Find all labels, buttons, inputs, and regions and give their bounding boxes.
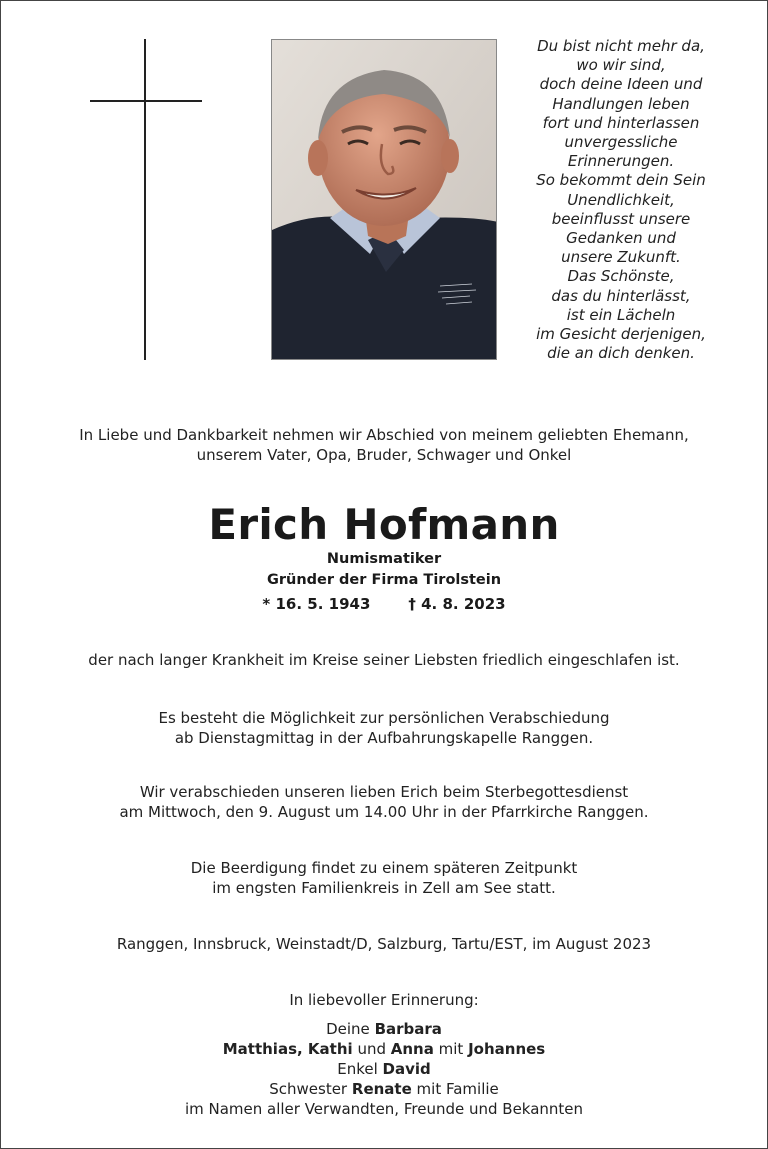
family-line-grandchild — [1, 1059, 767, 1079]
poem-line: Gedanken und — [566, 229, 676, 248]
memorial-poem — [511, 37, 731, 363]
intro-text — [1, 425, 767, 465]
life-dates — [1, 593, 767, 615]
birth-date: * 16. 5. 1943 — [262, 595, 371, 613]
poem-line: So bekommt dein Sein — [536, 171, 706, 190]
poem-line: im Gesicht derjenigen, — [536, 325, 706, 344]
burial-line: im engsten Familienkreis in Zell am See statt. — [212, 879, 556, 897]
family-list — [1, 1019, 767, 1119]
poem-line: Unendlichkeit, — [567, 190, 675, 209]
poem-line: das du hinterlässt, — [551, 286, 691, 305]
portrait-photo-image — [272, 40, 497, 360]
family-connector: und — [357, 1040, 386, 1058]
death-date: † 4. 8. 2023 — [408, 595, 506, 613]
family-name: Anna — [390, 1040, 434, 1058]
family-connector: mit — [438, 1040, 464, 1058]
farewell-line: Es besteht die Möglichkeit zur persönlichen Verabschiedung — [158, 709, 610, 727]
service-line: Wir verabschieden unseren lieben Erich beim Sterbegottesdienst — [139, 783, 629, 801]
family-name: Johannes — [468, 1040, 546, 1058]
family-name: Barbara — [374, 1020, 442, 1038]
remembrance-heading: In liebevoller Erinnerung: — [289, 991, 479, 1009]
deceased-profession: Numismatiker — [326, 551, 442, 567]
poem-line: ist ein Lächeln — [566, 305, 676, 324]
family-line-wife — [1, 1019, 767, 1039]
poem-line: unvergessliche — [564, 133, 678, 152]
family-suffix: mit Familie — [416, 1080, 499, 1098]
poem-line: unsere Zukunft. — [561, 248, 681, 267]
poem-line: Erinnerungen. — [567, 152, 675, 171]
family-line-closing: im Namen aller Verwandten, Freunde und Bekannten — [184, 1100, 584, 1118]
family-name: David — [382, 1060, 431, 1078]
family-name: Renate — [351, 1080, 412, 1098]
deceased-name: Erich Hofmann — [208, 500, 560, 549]
family-line-sister — [1, 1079, 767, 1099]
family-line-children — [1, 1039, 767, 1059]
places-date: Ranggen, Innsbruck, Weinstadt/D, Salzburg, Tartu/EST, im August 2023 — [116, 935, 652, 953]
cross-icon — [144, 39, 146, 360]
service-text — [1, 782, 767, 822]
poem-line: die an dich denken. — [547, 344, 695, 363]
poem-line: Handlungen leben — [552, 94, 690, 113]
family-prefix: Deine — [326, 1020, 370, 1038]
passing-text: der nach langer Krankheit im Kreise seiner Liebsten friedlich eingeschlafen ist. — [88, 651, 680, 669]
cross-icon-bar — [90, 100, 202, 102]
poem-line: beeinflusst unsere — [551, 209, 691, 228]
deceased-company: Gründer der Firma Tirolstein — [266, 572, 502, 588]
intro-line: In Liebe und Dankbarkeit nehmen wir Abschied von meinem geliebten Ehemann, — [79, 426, 689, 444]
poem-line: fort und hinterlassen — [542, 113, 700, 132]
family-prefix: Schwester — [269, 1080, 348, 1098]
poem-line: Du bist nicht mehr da, — [537, 37, 705, 55]
poem-line: wo wir sind, — [576, 56, 666, 75]
family-prefix: Enkel — [337, 1060, 378, 1078]
service-line: am Mittwoch, den 9. August um 14.00 Uhr in der Pfarrkirche Ranggen. — [119, 803, 649, 821]
farewell-line: ab Dienstagmittag in der Aufbahrungskapelle Ranggen. — [174, 729, 594, 747]
portrait-photo — [271, 39, 497, 360]
poem-line: doch deine Ideen und — [539, 75, 703, 94]
poem-line: Das Schönste, — [567, 267, 675, 286]
burial-line: Die Beerdigung findet zu einem späteren Zeitpunkt — [190, 859, 578, 877]
burial-text — [1, 858, 767, 898]
intro-line: unserem Vater, Opa, Bruder, Schwager und Onkel — [196, 446, 572, 464]
farewell-text — [1, 708, 767, 748]
family-name: Matthias, Kathi — [222, 1040, 353, 1058]
